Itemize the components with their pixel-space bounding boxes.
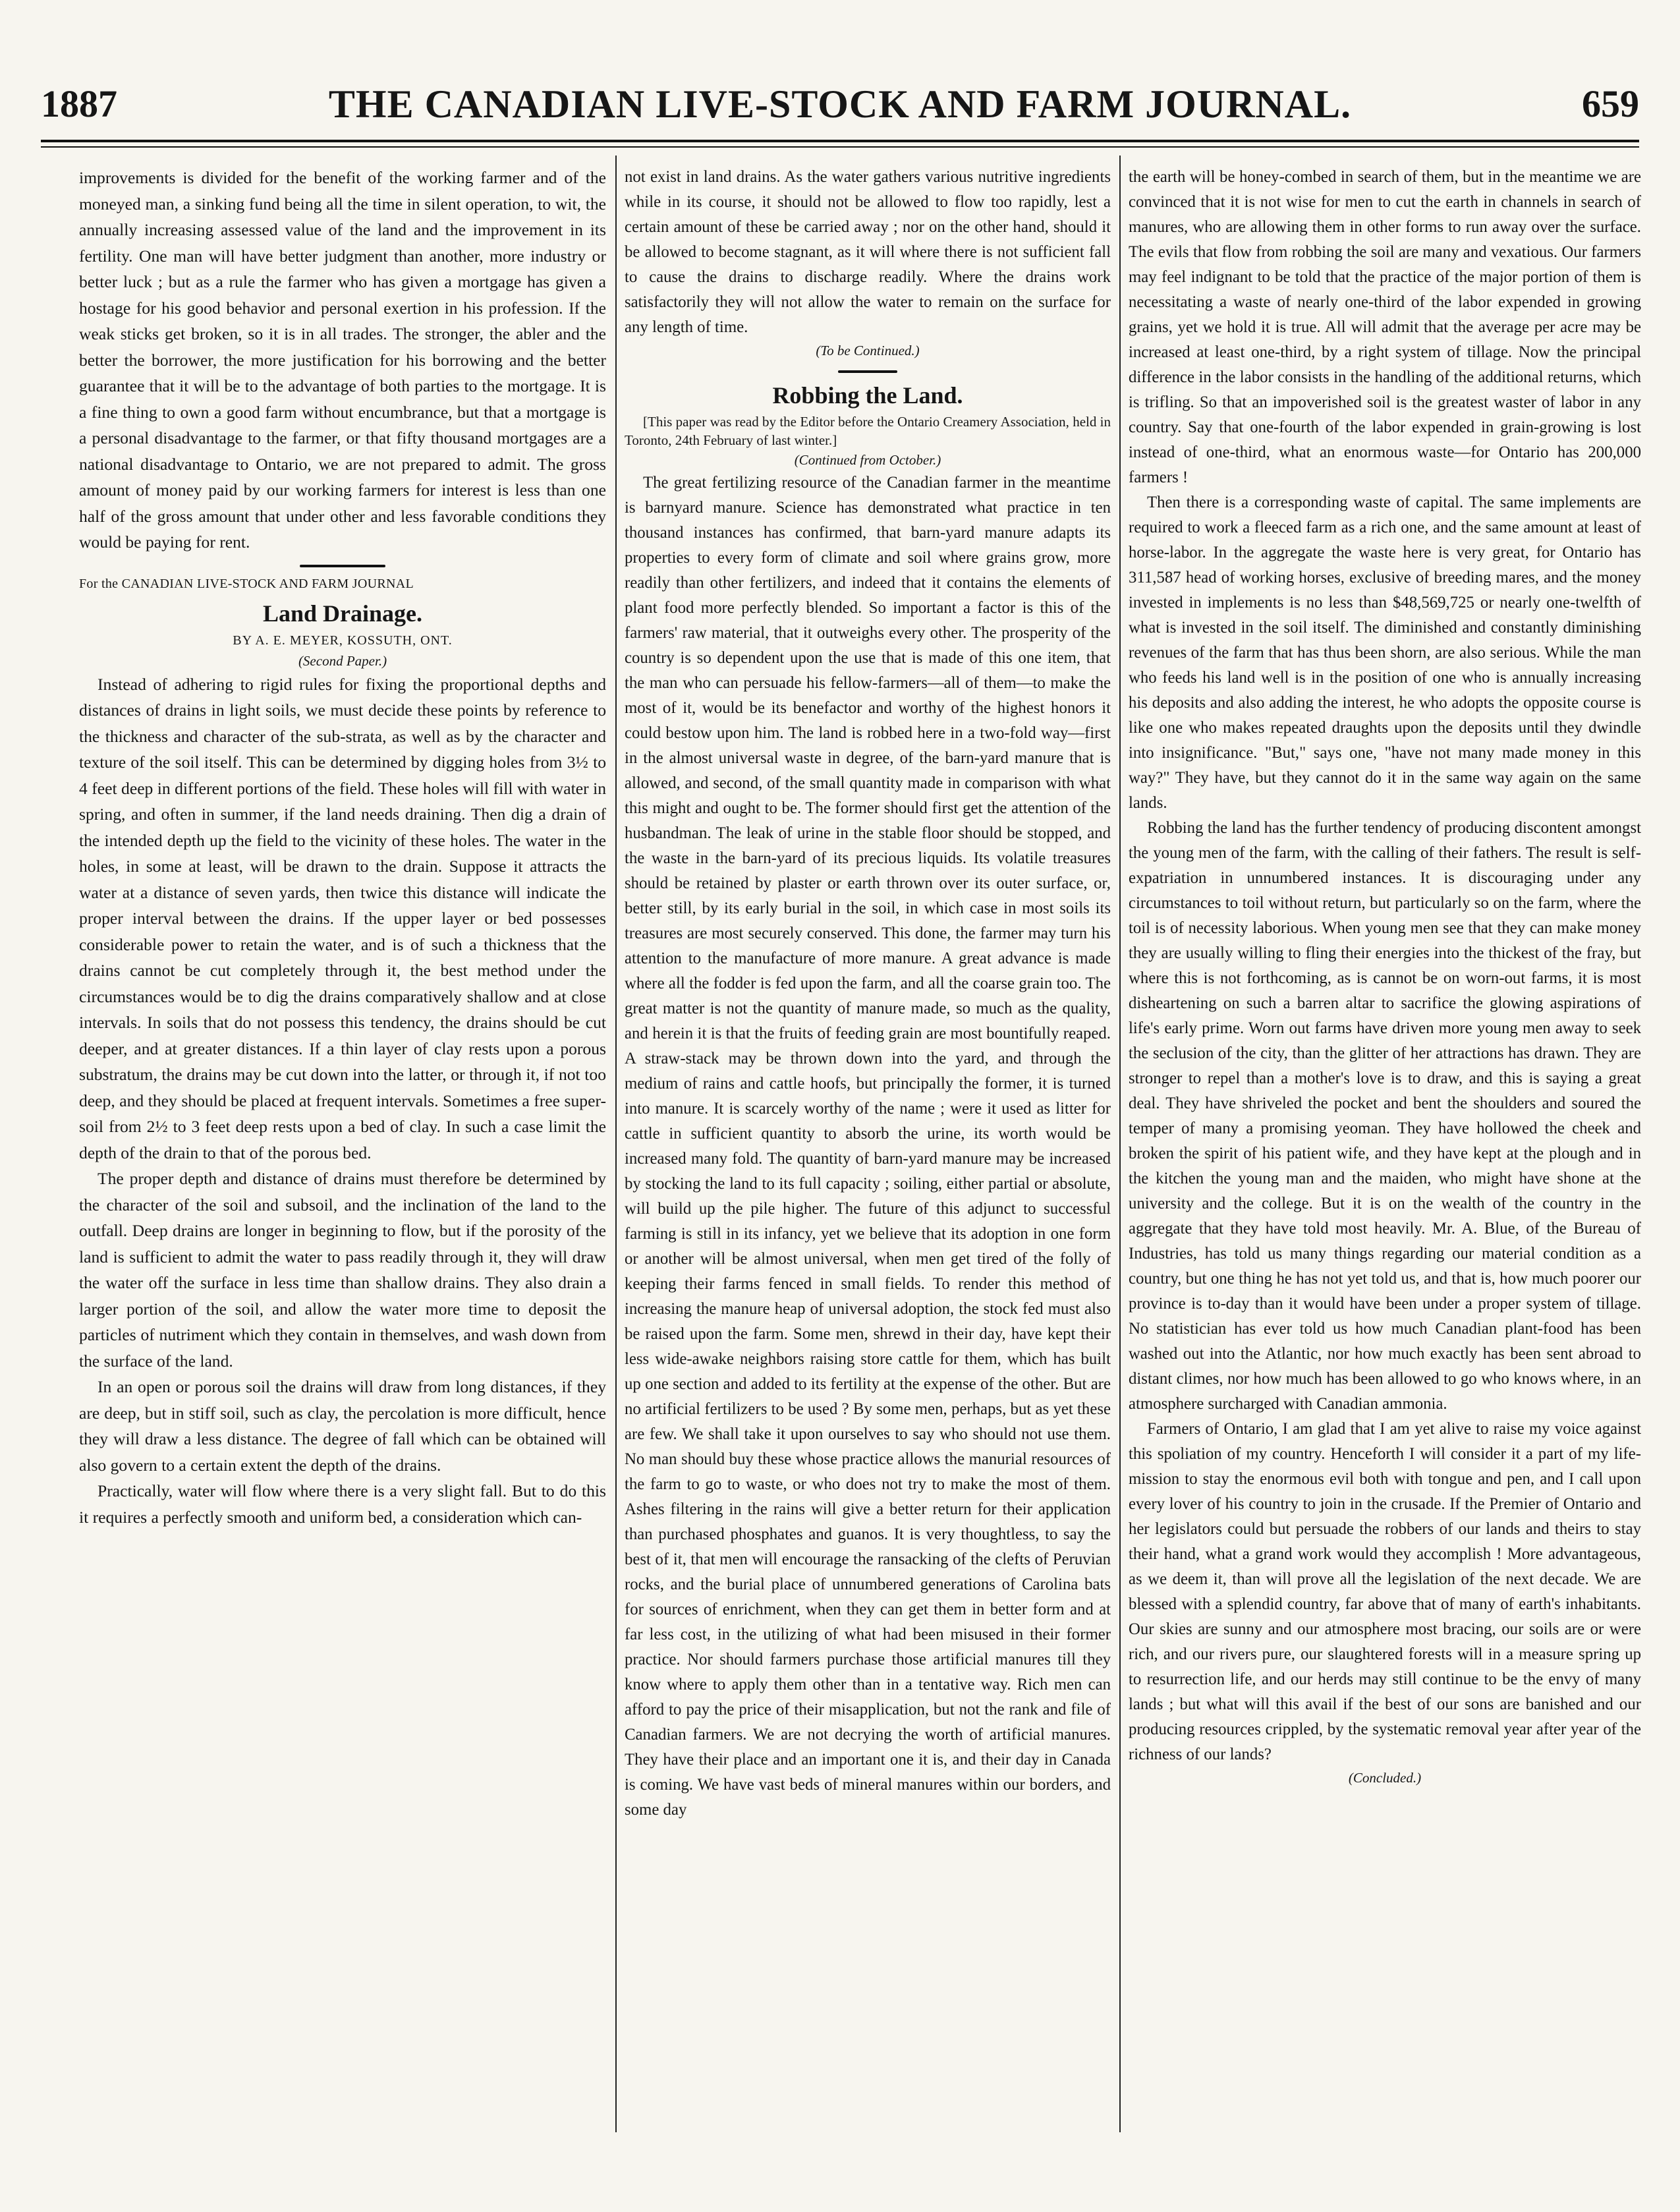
robbing-the-land-title: Robbing the Land. bbox=[772, 382, 963, 409]
page-number: 659 bbox=[1582, 82, 1639, 125]
land-drainage-title: Land Drainage. bbox=[262, 600, 423, 627]
column-divider-1 bbox=[615, 156, 617, 2132]
paragraph: The great fertilizing resource of the Canadian farmer in the meantime is barnyard manure. Science has demonstrated what practice in ten thousand instances has confirmed, that barn-yard manure adapts its properties to every form of climate and soil where grains grow, more readily than other fertilizers, and indeed that it contains the elements of plant food more perfectly blended. So important a factor is this of the farmers' raw material, that it outweighs every other. The prosperity of the country is so dependent upon the use that is made of this one item, that the man who can persuade his fellow-farmers—all of them—to make the most of it, would be its benefactor and worthy of the highest honors it could bestow upon him. The land is robbed here in a two-fold way—first in the almost universal waste in degree, of the barn-yard manure that is allowed, and second, of the small quantity made in comparison with what this might and ought to be. The former should first get the attention of the husbandman. The leak of urine in the stable floor should be stopped, and the waste in the barn-yard of its precious liquids. Its volatile treasures should be retained by plaster or earth thrown over its outer surface, or, better still, by its early burial in the soil, in which case in most soils its treasures are most securely conserved. This done, the farmer may turn his attention to the manufacture of more manure. A great advance is made where all the fodder is fed upon the farm, and all the coarse grain too. The great matter is not the quantity of manure made, so much as the quality, and herein it is that the fruits of feeding grain are most bountifully reaped. A straw-stack may be thrown down into the yard, and through the medium of rains and cattle hoofs, but principally the former, it is turned into manure. It is scarcely worthy of the name ; were it used as litter for cattle in sufficient quantity to absorb the urine, its worth would be increased many fold. The quantity of barn-yard manure may be increased by stocking the land to its full capacity ; soiling, either partial or absolute, will build up the pile higher. The future of this adjunct to successful farming is still in its infancy, yet we believe that its adoption in one form or another will be almost universal, when men get tired of the folly of keeping their farms fenced in small fields. To render this method of increasing the manure heap of universal adoption, the stock fed must also be raised upon the farm. Some men, shrewd in their day, have kept their less wide-awake neighbors raising store cattle for them, which has built up one section and added to its fertility at the expense of the other. But are no artificial fertilizers to be used ? By some men, perhaps, but as yet these are few. We shall take it upon ourselves to say who should not use them. No man should buy these whose practice allows the manurial resources of the farm to go to waste, or who does not try to make the most of them. Ashes filtering in the rains will give a better return for their application than purchased phosphates and guanos. It is very thoughtless, to say the best of it, that men will encourage the ransacking of the clefts of Peruvian rocks, and the burial place of unnumbered generations of Carolina bats for sources of enrichment, when they can get them in better form and at far less cost, in the utilizing of what had been misused in their former practice. Nor should farmers purchase those artificial manures till they know where to apply them other than in a tentative way. Rich men can afford to pay the price of their misapplication, but not the rank and file of Canadian farmers. We are not decrying the worth of artificial manures. They have their place and an important one it is, and their day in Canada is coming. We have vast beds of mineral manures within our borders, and some day bbox=[625, 474, 1111, 1819]
paragraph: Practically, water will flow where there is a very slight fall. But to do this it requires a perfectly smooth and uniform bed, a consideration which can- bbox=[79, 1481, 606, 1527]
land-drainage-continuation: not exist in land drains. As the water gathers various nutritive ingredients while in its course, it should not be allowed to flow too rapidly, lest a certain amount of these be carried away ; nor on the other hand, should it be allowed to become stagnant, as it will where there is not sufficient fall to cause the drains to discharge readily. Where the drains work satisfactorily they will not allow the water to remain on the surface for any length of time. bbox=[625, 168, 1111, 336]
header-rule-thick bbox=[41, 140, 1639, 142]
robbing-the-land-continuation: the earth will be honey-combed in search of them, but in the meantime we are convinced that it is not wise for men to cut the earth in channels in search of manures, who are allowing them in other forms to run away over the surface. The evils that flow from robbing the soil are many and vexatious. Our farmers may feel indignant to be told that the practice of the major portion of them is necessitating a waste of nearly one-third of the labor expended in growing grains, yet we hold it is true. All will admit that the average per acre may be increased at least one-third, by a right system of tillage. Now the principal difference in the labor consists in the handling of the additional returns, which is trifling. So that an impoverished soil is the greatest waster of labor in any country. Say that one-fourth of the labor expended in grain-growing is lost instead of one-third, what an enormous waste—for Ontario has 200,000 farmers ! bbox=[1129, 168, 1641, 486]
paragraph: Farmers of Ontario, I am glad that I am yet alive to raise my voice against this spoliation of my country. Henceforth I will consider it a part of my life-mission to stay the enormous evil both with tongue and pen, and I call upon every lover of his country to join in the crusade. If the Premier of Ontario and her legislators could but persuade the robbers of our lands and theirs to stay their hand, what a grand work would they accomplish ! More advantageous, as we deem it, than will prove all the legislation of the next decade. We are blessed with a splendid country, far above that of many of earth's inhabitants. Our skies are sunny and our atmosphere most bracing, our soils are or were rich, and our rivers pure, our slaughtered forests will in a measure spring up to resurrection life, and our herds may still continue to be the envy of many lands ; but what will this avail if the best of our sons are banished and our producing resources crippled, by the systematic removal year after year of the richness of our lands? bbox=[1129, 1420, 1641, 1763]
land-drainage-subtitle: (Second Paper.) bbox=[298, 652, 387, 669]
header-rule-thin bbox=[41, 146, 1639, 148]
journal-title: THE CANADIAN LIVE-STOCK AND FARM JOURNAL. bbox=[328, 82, 1352, 126]
section-divider bbox=[300, 565, 385, 567]
continued-from: (Continued from October.) bbox=[794, 452, 941, 468]
land-drainage-byline: BY A. E. MEYER, KOSSUTH, ONT. bbox=[233, 633, 453, 648]
to-be-continued: (To be Continued.) bbox=[816, 343, 920, 358]
editor-note: [This paper was read by the Editor before the Ontario Creamery Association, held in Toronto, 24th February of last winter.] bbox=[625, 414, 1111, 448]
paragraph: The proper depth and distance of drains must therefore be determined by the character of the soil and subsoil, and the inclination of the land to the outfall. Deep drains are longer in beginning to flow, but if the porosity of the land is sufficient to admit the water to pass readily through it, they will draw the water off the surface in less time than shallow drains. They also drain a larger portion of the soil, and allow the water more time to deposit the particles of nutriment which they contain in themselves, and wash down from the surface of the land. bbox=[79, 1169, 606, 1371]
header-year: 1887 bbox=[41, 82, 117, 125]
column-divider-2 bbox=[1119, 156, 1121, 2132]
mortgage-article-ending: improvements is divided for the benefit of the working farmer and of the moneyed man, a sinking fund being all the time in silent operation, to wit, the annually increasing assessed value of the land and the improvement in its fertility. One man will have better judgment than another, more industry or better luck ; but as a rule the farmer who has given a mortgage has given a hostage for his good behavior and personal exertion in his profession. If the weak sticks get broken, so it is in all trades. The stronger, the abler and the better the borrower, the more justification for his borrowing and the better guarantee that it will be to the advantage of both parties to the mortgage. It is a fine thing to own a good farm without encumbrance, but that a mortgage is a personal disadvantage to the farmer, or that fifty thousand mortgages are a national disadvantage to Ontario, we are not prepared to admit. The gross amount of money paid by our working farmers for interest is less than one half of the gross amount that under other and less favorable conditions they would be paying for rent. bbox=[79, 168, 606, 552]
concluded-marker: (Concluded.) bbox=[1348, 1770, 1422, 1786]
paragraph: Instead of adhering to rigid rules for fixing the proportional depths and distances of drains in light soils, we must decide these points by reference to the thickness and character of the sub-strata, as well as by the character and texture of the soil itself. This can be determined by digging holes from 3½ to 4 feet deep in different portions of the field. These holes will fill with water in spring, and often in summer, if the land needs draining. Then dig a drain of the intended depth up the field to the vicinity of these holes. The water in the holes, in some at least, will be drawn to the drain. Suppose it attracts the water at a distance of seven yards, then twice this distance will indicate the proper interval between the drains. If the upper layer or bed possesses considerable power to retain the water, and is of such a thickness that the drains cannot be cut completely through it, the best method under the circumstances would be to dig the drains comparatively shallow and at close intervals. In soils that do not possess this tendency, the drains should be cut deeper, and at greater distances. If a thin layer of clay rests upon a porous substratum, the drains may be cut down into the latter, or through it, if not too deep, and they should be placed at frequent intervals. Sometimes a free super-soil from 2½ to 3 feet deep rests upon a bed of clay. In such a case limit the depth of the drain to that of the porous bed. bbox=[79, 674, 606, 1162]
section-divider bbox=[838, 370, 897, 373]
paragraph: Robbing the land has the further tendency of producing discontent amongst the young men of the farm, with the calling of their fathers. The result is self-expatriation in unnumbered instances. It is discouraging under any circumstances to toil without return, but particularly so on the farm, where the toil is of necessity laborious. When young men see that they can make money they are usually willing to fling their energies into the thickest of the fray, but where this is not forthcoming, as is cannot be on worn-out farms, it is most disheartening on such a barren altar to sacrifice the glowing aspirations of life's early prime. Worn out farms have driven more young men away to seek the seclusion of the city, than the glitter of her attractions has drawn. They are stronger to repel than a mother's love is to draw, and this is saying a great deal. They have shriveled the pocket and bent the shoulders and soured the temper of many a promising yeoman. They have hollowed the cheek and broken the spirit of his patient wife, and they have kept at the plough and in the kitchen the young man and the maiden, who might have shone at the university and the college. But it is on the wealth of the country in the aggregate that they have told most heavily. Mr. A. Blue, of the Bureau of Industries, has told us many things regarding our material condition as a country, but one thing he has not yet told us, and that is, how much poorer our province is to-day than it would have been under a proper system of tillage. No statistician has ever told us how much Canadian plant-food has been washed out into the Atlantic, nor how much exactly has been sent abroad to distant climes, nor how much has been allowed to go who knows where, in an atmosphere surcharged with Canadian ammonia. bbox=[1129, 819, 1641, 1413]
paragraph: Then there is a corresponding waste of capital. The same implements are required to work a fleeced farm as a rich one, and the same amount at least of horse-labor. In the aggregate the waste here is very great, for Ontario has 311,587 head of working horses, exclusive of breeding mares, and the money invested in implements is no less than $48,569,725 or nearly one-twelfth of what is invested in the soil itself. The diminished and constantly diminishing revenues of the farm that has thus been shorn, are also serious. While the man who feeds his land well is in the position of one who is annually increasing his deposits and also adding the interest, he who adopts the opposite course is like one who makes repeated draughts upon the deposits until they dwindle into insignificance. "But," says one, "have not many made money in this way?" They have, but they cannot do it in the same way again on the same lands. bbox=[1129, 494, 1641, 812]
column-3 bbox=[1129, 165, 1641, 2125]
article-source-line: For the CANADIAN LIVE-STOCK AND FARM JOURNAL bbox=[79, 576, 414, 591]
column-2 bbox=[625, 165, 1111, 2125]
column-1 bbox=[79, 165, 606, 2125]
paragraph: In an open or porous soil the drains will draw from long distances, if they are deep, but in stiff soil, such as clay, the percolation is more difficult, hence they will draw a less distance. The degree of fall which can be obtained will also govern to a certain extent the depth of the drains. bbox=[79, 1377, 606, 1475]
page-header bbox=[41, 78, 1639, 130]
